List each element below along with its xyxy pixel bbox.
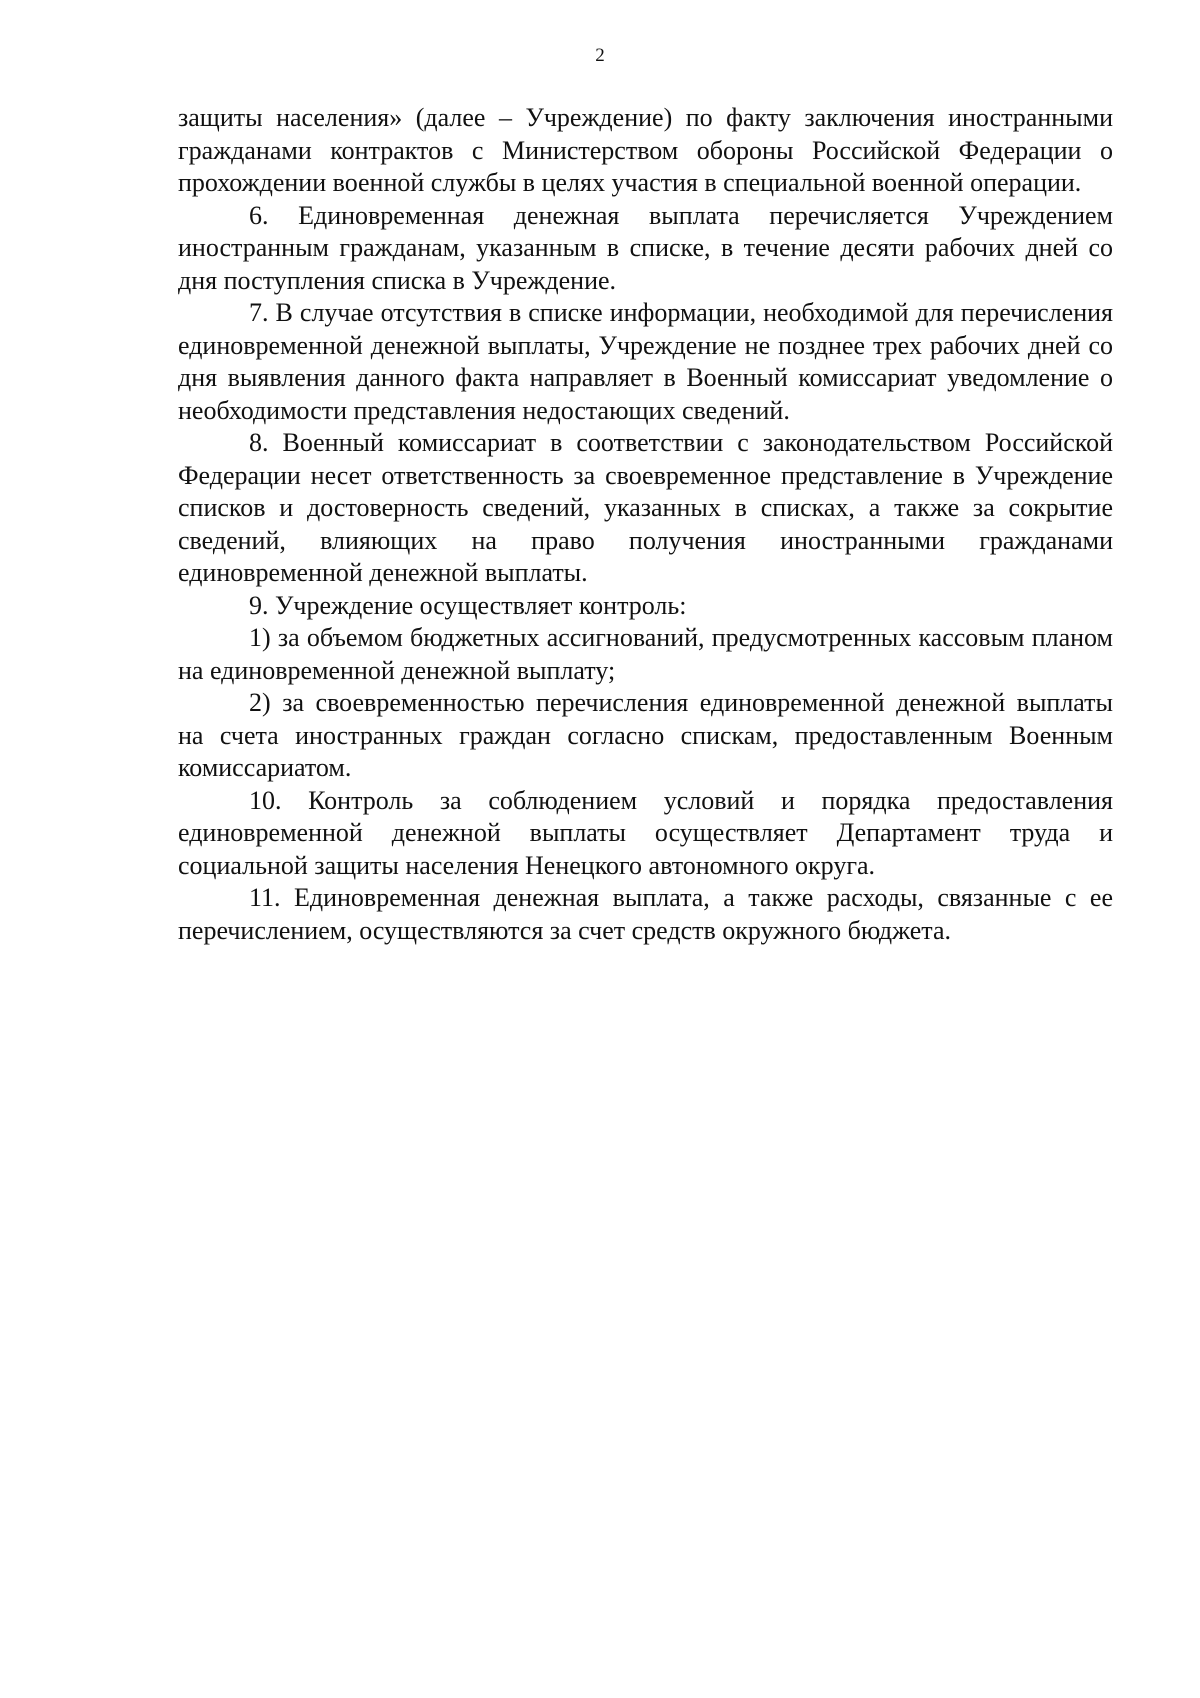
paragraph-item-9: 9. Учреждение осуществляет контроль: xyxy=(249,590,687,620)
document-body xyxy=(178,102,1113,947)
paragraph-subitem-2: 2) за своевременностью перечисления единовременной денежной выплаты на счета иностранных граждан согласно спискам, предоставленным Военным комиссариатом. xyxy=(178,688,1113,782)
paragraph-item-6: 6. Единовременная денежная выплата перечисляется Учреждением иностранным гражданам, указанным в списке, в течение десяти рабочих дней со дня поступления списка в Учреждение. xyxy=(178,200,1113,295)
paragraph-item-11: 11. Единовременная денежная выплата, а также расходы, связанные с ее перечислением, осуществляются за счет средств окружного бюджета. xyxy=(178,883,1113,945)
paragraph-subitem-1: 1) за объемом бюджетных ассигнований, предусмотренных кассовым планом на единовременной денежной выплату; xyxy=(178,623,1113,685)
paragraph-item-10: 10. Контроль за соблюдением условий и порядка предоставления единовременной денежной выплаты осуществляет Департамент труда и социальной защиты населения Ненецкого автономного округа. xyxy=(178,785,1113,880)
paragraph-item-7: 7. В случае отсутствия в списке информации, необходимой для перечисления единовременной денежной выплаты, Учреждение не позднее трех рабочих дней со дня выявления данного факта направляет в Военный комиссариат уведомление о необходимости представления недостающих сведений. xyxy=(178,298,1113,425)
paragraph-item-8: 8. Военный комиссариат в соответствии с законодательством Российской Федерации несет ответственность за своевременное представление в Учреждение списков и достоверность сведений, указанных в списках, а также за сокрытие сведений, влияющих на право получения иностранными гражданами единовременной денежной выплаты. xyxy=(178,428,1113,587)
page-number: 2 xyxy=(595,45,605,66)
paragraph-continuation: защиты населения» (далее – Учреждение) по факту заключения иностранными гражданами контрактов с Министерством обороны Российской Федерации о прохождении военной службы в целях участия в специальной военной операции. xyxy=(178,103,1113,197)
